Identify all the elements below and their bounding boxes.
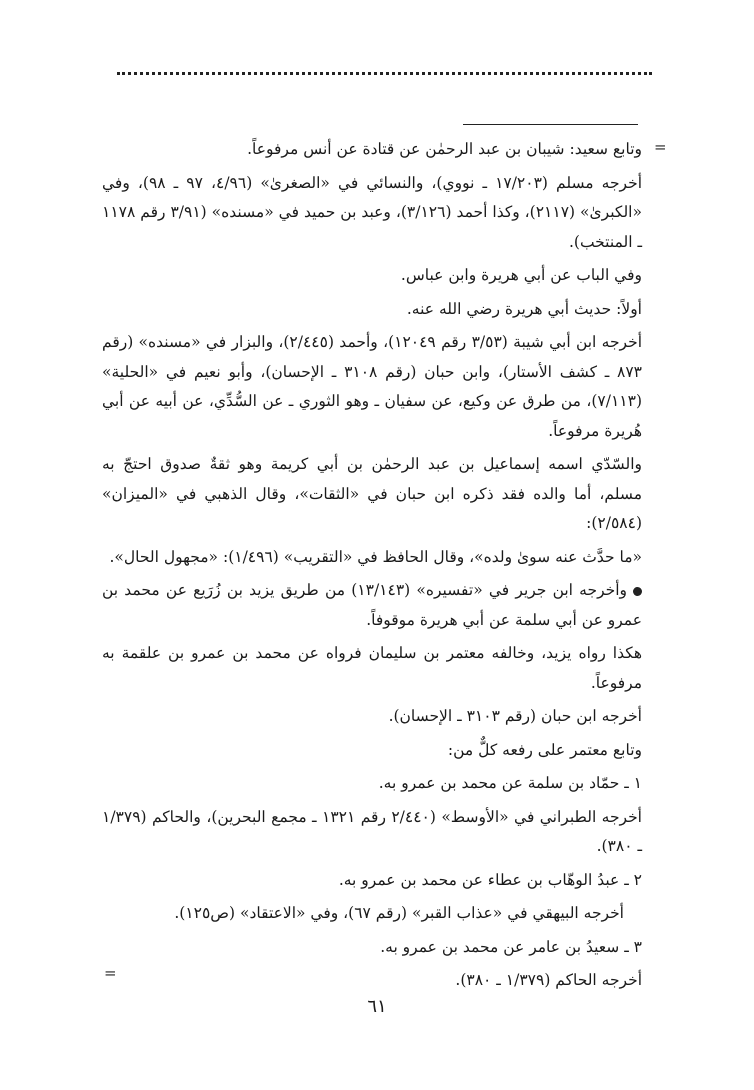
continuation-mark: = — [654, 138, 667, 156]
footnote-paragraph: أخرجه ابن حبان (رقم ٣١٠٣ ـ الإحسان). — [388, 707, 642, 725]
footnote-paragraph: ٣ ـ سعيدُ بن عامر عن محمد بن عمرو به. — [380, 937, 642, 956]
page-number: ٦١ — [367, 996, 387, 1017]
footnote-paragraph: وتابع سعيد: شيبان بن عبد الرحمٰن عن قتادة عن أنس مرفوعاً. — [247, 140, 642, 158]
footnote-paragraph: أولاً: حديث أبي هريرة رضي الله عنه. — [406, 299, 642, 318]
footnote-paragraph: «ما حدَّث عنه سوىٰ ولده»، وقال الحافظ في «التقريب» (١/٤٩٦): «مجهول الحال». — [109, 547, 642, 566]
bullet-icon — [633, 587, 642, 596]
footnote-paragraph: أخرجه مسلم (١٧/٢٠٣ ـ نووي)، والنسائي في «الصغرىٰ» (٤/٩٦، ٩٧ ـ ٩٨)، وفي «الكبرىٰ» (٢١١٧)، وكذا أحمد (٣/١٢٦)، وعبد بن حميد في «مسنده» (٣/٩١ رقم ١١٧٨ ـ المنتخب). — [102, 173, 643, 251]
footnote-paragraph: وتابع معتمر على رفعه كلٌّ من: — [447, 740, 642, 759]
dotted-separator — [117, 72, 652, 75]
footnote-body — [102, 135, 642, 1000]
footnote-paragraph: أخرجه ابن أبي شيبة (٣/٥٣ رقم ١٢٠٤٩)، وأحمد (٢/٤٤٥)، والبزار في «مسنده» (رقم ٨٧٣ ـ كشف الأستار)، وابن حبان (رقم ٣١٠٨ ـ الإحسان)، وأبو نعيم في «الحلية» (٧/١١٣)، من طرق عن وكيع، عن سفيان ـ وهو الثوري ـ عن السُّدِّي، عن أبيه عن أبي هُريرة مرفوعاً. — [102, 333, 642, 440]
footnote-paragraph: وفي الباب عن أبي هريرة وابن عباس. — [400, 266, 642, 284]
footnote-paragraph: أخرجه الطبراني في «الأوسط» (٢/٤٤٠ رقم ١٣٢١ ـ مجمع البحرين)، والحاكم (١/٣٧٩ ـ ٣٨٠). — [102, 807, 642, 855]
end-mark: = — [104, 964, 117, 982]
footnote-paragraph-bulleted — [102, 576, 642, 635]
footnote-paragraph: هكذا رواه يزيد، وخالفه معتمر بن سليمان فرواه عن محمد بن عمرو بن علقمة به مرفوعاً. — [102, 644, 642, 692]
footnote-separator — [463, 124, 638, 125]
footnote-paragraph: أخرجه البيهقي في «عذاب القبر» (رقم ٦٧)، وفي «الاعتقاد» (ص١٢٥). — [174, 904, 624, 922]
footnote-paragraph: ٢ ـ عبدُ الوهّاب بن عطاء عن محمد بن عمرو به. — [338, 870, 642, 889]
footnote-paragraph: ١ ـ حمّاد بن سلمة عن محمد بن عمرو به. — [378, 774, 642, 792]
footnote-paragraph: أخرجه الحاكم (١/٣٧٩ ـ ٣٨٠). — [455, 971, 642, 989]
footnote-paragraph: والسّدّي اسمه إسماعيل بن عبد الرحمٰن بن أبي كريمة وهو ثقةٌ صدوق احتجّ به مسلم، أما والده فقد ذكره ابن حبان في «الثقات»، وقال الذهبي في «الميزان» (٢/٥٨٤): — [102, 455, 642, 532]
footnote-paragraph-text: وأخرجه ابن جرير في «تفسيره» (١٣/١٤٣) من طريق يزيد بن زُرَيع عن محمد بن عمرو عن أبي سلمة عن أبي هريرة موقوفاً. — [102, 581, 642, 629]
